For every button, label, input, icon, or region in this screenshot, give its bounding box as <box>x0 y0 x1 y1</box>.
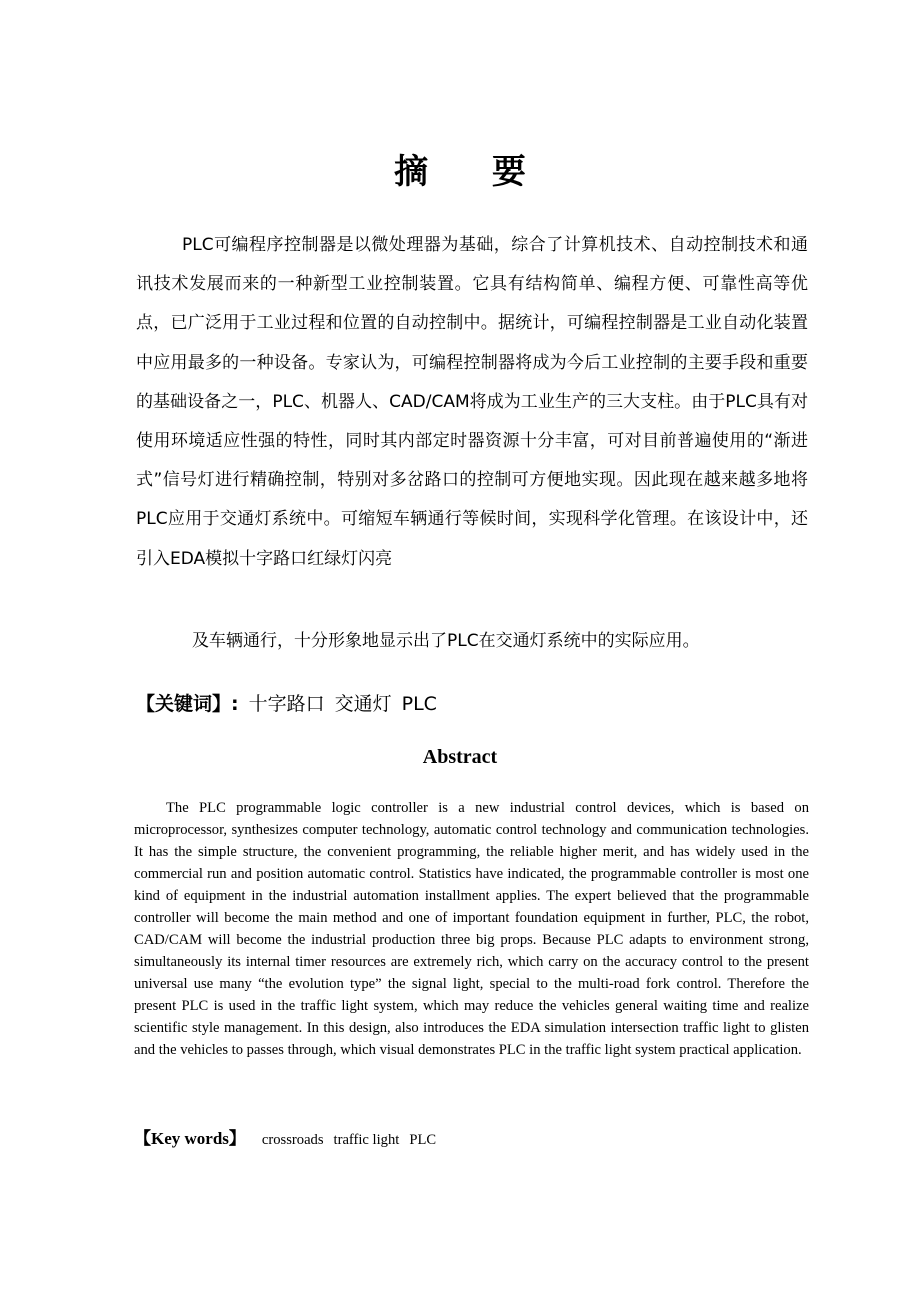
english-abstract-body: The PLC programmable logic controller is a new industrial control devices, which is based on microprocessor, synthesizes computer technology, automatic control technology and communication technologies. It has the simple structure, the convenient programming, the reliable higher merit, and has widely used in the commercial run and position automatic control. Statistics have indicated, the programmable controller is most one kind of equipment in the industrial automation installment applies. The expert believed that the programmable controller will become the main method and one of important foundation equipment in further, PLC, the robot, CAD/CAM will become the industrial production three big props. Because PLC adapts to environment strong, simultaneously its internal timer resources are extremely rich, which carry on the accuracy control to the present universal use many “the evolution type” the signal light, special to the multi-road fork control. Therefore the present PLC is used in the traffic light system, which may reduce the vehicles general waiting time and realize scientific style management. In this design, also introduces the EDA simulation intersection traffic light to glisten and the vehicles to passes through, which visual demonstrates PLC in the traffic light system practical application. <box>134 800 809 1058</box>
chinese-keywords-label: 【关键词】: <box>136 693 239 715</box>
english-keyword: traffic light <box>333 1132 400 1148</box>
chinese-abstract-last-line: 及车辆通行，十分形象地显示出了PLC在交通灯系统中的实际应用。 <box>192 631 700 651</box>
chinese-keyword: 交通灯 <box>334 693 392 715</box>
chinese-abstract-title: 摘 要 <box>394 152 552 192</box>
english-keywords-label: 【Key words】 <box>134 1129 246 1148</box>
chinese-keywords <box>136 686 437 722</box>
chinese-abstract-body: PLC可编程序控制器是以微处理器为基础，综合了计算机技术、自动控制技术和通讯技术发展而来的一种新型工业控制装置。它具有结构简单、编程方便、可靠性高等优点，已广泛用于工业过程和位置的自动控制中。据统计，可编程控制器是工业自动化装置中应用最多的一种设备。专家认为，可编程控制器将成为今后工业控制的主要手段和重要的基础设备之一，PLC、机器人、CAD/CAM将成为工业生产的三大支柱。由于PLC具有对使用环境适应性强的特性，同时其内部定时器资源十分丰富，可对目前普遍使用的“渐进式”信号灯进行精确控制，特别对多岔路口的控制可方便地实现。因此现在越来越多地将PLC应用于交通灯系统中。可缩短车辆通行等候时间，实现科学化管理。在该设计中，还引入EDA模拟十字路口红绿灯闪亮 <box>136 235 808 569</box>
english-keyword: crossroads <box>261 1132 324 1148</box>
chinese-keyword: 十字路口 <box>248 693 325 715</box>
chinese-keyword: PLC <box>401 693 437 715</box>
english-keywords <box>134 1126 436 1153</box>
english-keyword: PLC <box>409 1132 437 1148</box>
english-abstract-title: Abstract <box>422 746 498 768</box>
